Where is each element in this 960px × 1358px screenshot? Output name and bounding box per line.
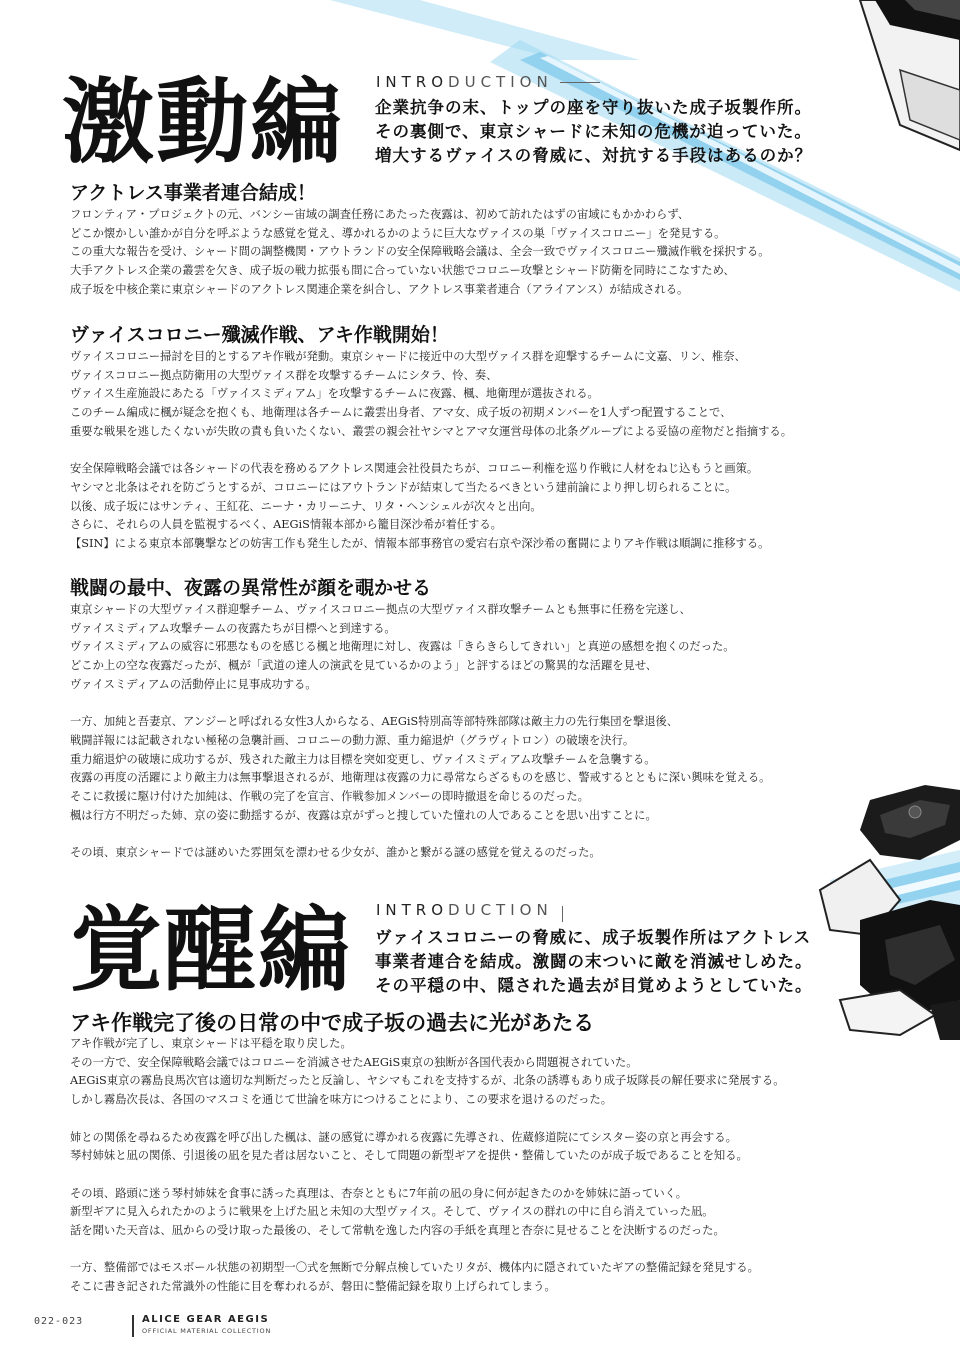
intro-label-thin: DUCTION [448,73,553,91]
body-line: 東京シャードの大型ヴァイス群迎撃チーム、ヴァイスコロニー拠点の大型ヴァイス群攻撃チームとも無事に任務を完遂し、 [70,603,691,616]
intro-line: その平穏の中、隠された過去が目覚めようとしていた。 [375,976,813,995]
page-numbers: 022-023 [34,1316,84,1327]
body-line: 【SIN】による東京本部襲撃などの妨害工作も発生したが、情報本部事務官の愛宕右京や深沙希の奮闘によりアキ作戦は順調に推移する。 [70,537,770,551]
body-line [70,695,770,714]
body-paragraph [70,1035,785,1297]
body-line: アキ作戦が完了し、東京シャードは平穏を取り戻した。 [70,1037,352,1050]
body-line: 夜露の再度の活躍により敵主力は無事撃退されるが、地衛理は夜露の力に尋常ならざるものを感じ、警戒するとともに深い興味を覚える。 [70,771,771,785]
body-line: フロンティア・プロジェクトの元、バンシー宙域の調査任務にあたった夜露は、初めて訪れたはずの宙域にもかかわらず、 [70,208,690,221]
section-heading: ヴァイスコロニー殲滅作戦、アキ作戦開始！ [70,324,449,346]
body-line [70,1166,785,1185]
body-line: しかし霧島次長は、各国のマスコミを通じて世論を味方につけることにより、この要求を退けるのだった。 [70,1093,613,1107]
body-line [70,825,770,844]
intro-label [376,73,553,91]
body-line: その頃、路頭に迷う琴村姉妹を食事に誘った真理は、杏奈とともに7年前の凪の身に何が起きたのかを姉妹に語っていく。 [70,1186,687,1200]
body-line: そこに書き記された常識外の性能に目を奪われるが、磐田に整備記録を取り上げられてしまう。 [70,1280,556,1294]
body-line: 琴村姉妹と凪の関係、引退後の凪を見た者は居ないこと、そして問題の新型ギアを提供・整備していたのが成子坂であることを知る。 [70,1149,748,1163]
body-line: 大手アクトレス企業の叢雲を欠き、成子坂の戦力拡張も間に合っていない状態でコロニー攻撃とシャード防衛を同時にこなすため、 [70,264,735,278]
body-line: 話を聞いた天音は、凪からの受け取った最後の、そして常軌を逸した内容の手紙を真理と杏奈に見せることを決断するのだった。 [70,1224,725,1238]
intro-label [376,901,553,919]
body-line: ヴァイスコロニー拠点防衛用の大型ヴァイス群を攻撃するチームにシタラ、怜、奏、 [70,368,498,382]
body-line [70,1110,785,1129]
body-line: どこか懐かしい誰かが自分を呼ぶような感覚を覚え、導かれるかのように巨大なヴァイスの巣「ヴァイスコロニー」を発見する。 [70,226,726,240]
intro-line: 増大するヴァイスの脅威に、対抗する手段はあるのか？ [375,146,813,165]
body-line: 楓は行方不明だった姉、京の姿に動揺するが、夜露は京がずっと捜していた憧れの人であることを思い出すことに。 [70,808,657,822]
intro-line: ヴァイスコロニーの脅威に、成子坂製作所はアクトレス [375,928,812,947]
body-line: 重要な戦果を逃したくないが失敗の責も負いたくない、叢雲の親会社ヤシマとアマ女運営母体の北条グループによる妥協の産物だと指摘する。 [70,424,792,438]
body-line: このチーム編成に楓が疑念を抱くも、地衛理は各チームに叢雲出身者、アマ女、成子坂の初期メンバーを1人ずつ配置することで、 [70,406,732,420]
body-line: ヴァイスミディアムの活動停止に見事成功する。 [70,677,317,691]
body-line: 安全保障戦略会議では各シャードの代表を務めるアクトレス関連会社役員たちが、コロニー利権を巡り作戦に人材をねじ込もうと画策。 [70,462,759,476]
footer-brand: ALICE GEAR AEGIS [142,1314,270,1325]
footer-subtitle: OFFICIAL MATERIAL COLLECTION [142,1327,272,1335]
body-line: ヴァイスコロニー掃討を目的とするアキ作戦が発動。東京シャードに接近中の大型ヴァイス群を迎撃するチームに文嘉、リン、椎奈、 [70,350,746,363]
section-heading: アキ作戦完了後の日常の中で成子坂の過去に光があたる [70,1010,595,1035]
section-title-gekido: 激動編 [62,68,345,176]
body-paragraph [70,348,792,554]
body-line: その頃、東京シャードでは謎めいた雰囲気を漂わせる少女が、誰かと繋がる謎の感覚を覚えるのだった。 [70,846,601,860]
body-line: そこに救援に駆け付けた加純は、作戦の完了を宣言、作戦参加メンバーの即時撤退を命じるのだった。 [70,790,589,804]
body-line: ヤシマと北条はそれを防ごうとするが、コロニーにはアウトランドが結束して当たるべきという建前論により押し切られることに。 [70,480,737,494]
body-line: 以後、成子坂にはサンティ、王紅花、ニーナ・カリーニナ、リタ・ヘンシェルが次々と出向。 [70,499,542,513]
body-line: ヴァイスミディアムの威容に邪悪なものを感じる楓と地衛理に対し、夜露は「きらきらしてきれい」と真逆の感想を抱くのだった。 [70,640,735,654]
body-line: 一方、加純と吾妻京、アンジーと呼ばれる女性3人からなる、AEGiS特別高等部特殊部隊は敵主力の先行集団を撃退後、 [70,715,679,729]
body-line: ヴァイス生産施設にあたる「ヴァイスミディアム」を攻撃するチームに夜露、楓、地衛理が選抜される。 [70,387,599,401]
section-heading: 戦闘の最中、夜露の異常性が顔を覗かせる [70,577,432,599]
intro-rule [562,906,563,922]
intro-label-bold: INTRO [376,901,449,919]
body-line: 成子坂を中核企業に東京シャードのアクトレス関連企業を糾合し、アクトレス事業者連合（アライアンス）が結成される。 [70,282,689,296]
body-line: どこか上の空な夜露だったが、楓が「武道の達人の演武を見ているかのよう」と評するほどの驚異的な活躍を見せ、 [70,659,658,673]
body-line [70,442,792,461]
body-line: ヴァイスミディアム攻撃チームの夜露たちが目標へと到達する。 [70,621,396,635]
intro-line: 企業抗争の末、トップの座を守り抜いた成子坂製作所。 [375,98,813,117]
mech-part-top [860,0,960,150]
body-paragraph [70,601,770,863]
intro-line: その裏側で、東京シャードに未知の危機が迫っていた。 [375,122,812,141]
intro-line: 事業者連合を結成。激闘の末ついに敵を消滅せしめた。 [375,952,813,971]
body-line: この重大な報告を受け、シャード間の調整機関・アウトランドの安全保障戦略会議は、全会一致でヴァイスコロニー殲滅作戦を採択する。 [70,245,770,259]
body-paragraph [70,206,770,300]
intro-text [375,926,813,998]
body-line: さらに、それらの人員を監視するべく、AEGiS情報本部から籠目深沙希が着任する。 [70,518,502,532]
body-line: 重力縮退炉の破壊に成功するが、残された敵主力は目標を突如変更し、ヴァイスミディアム攻撃チームを急襲する。 [70,752,656,766]
body-line: 戦闘詳報には記載されない極秘の急襲計画、コロニーの動力源、重力縮退炉（グラヴィトロン）の破壊を決行。 [70,733,635,747]
mech-part-middle [820,785,960,1040]
body-line: 一方、整備部ではモスボール状態の初期型一〇式を無断で分解点検していたリタが、機体内に隠されていたギアの整備記録を発見する。 [70,1261,759,1275]
body-line: 姉との関係を尋ねるため夜露を呼び出した楓は、謎の感覚に導かれる夜露に先導され、佐蔵修道院にてシスター姿の京と再会する。 [70,1130,737,1144]
body-line: 新型ギアに見入られたかのように戦果を上げた凪と未知の大型ヴァイス。そして、ヴァイスの群れの中に自ら消えていった凪。 [70,1205,714,1219]
intro-label-thin: DUCTION [448,901,553,919]
body-line [70,1241,785,1260]
footer-divider [132,1315,134,1337]
body-line: AEGiS東京の霧島良馬次官は適切な判断だったと反論し、ヤシマもこれを支持するが、北条の誘導もあり成子坂隊長の解任要求に発展する。 [70,1074,785,1088]
intro-label-bold: INTRO [376,73,449,91]
section-heading: アクトレス事業者連合結成！ [70,182,316,204]
intro-text [375,96,812,168]
section-title-kakusei: 覚醒編 [70,896,353,1004]
body-line: その一方で、安全保障戦略会議ではコロニーを消滅させたAEGiS東京の独断が各国代表から問題視されていた。 [70,1055,638,1069]
intro-rule [560,82,600,83]
